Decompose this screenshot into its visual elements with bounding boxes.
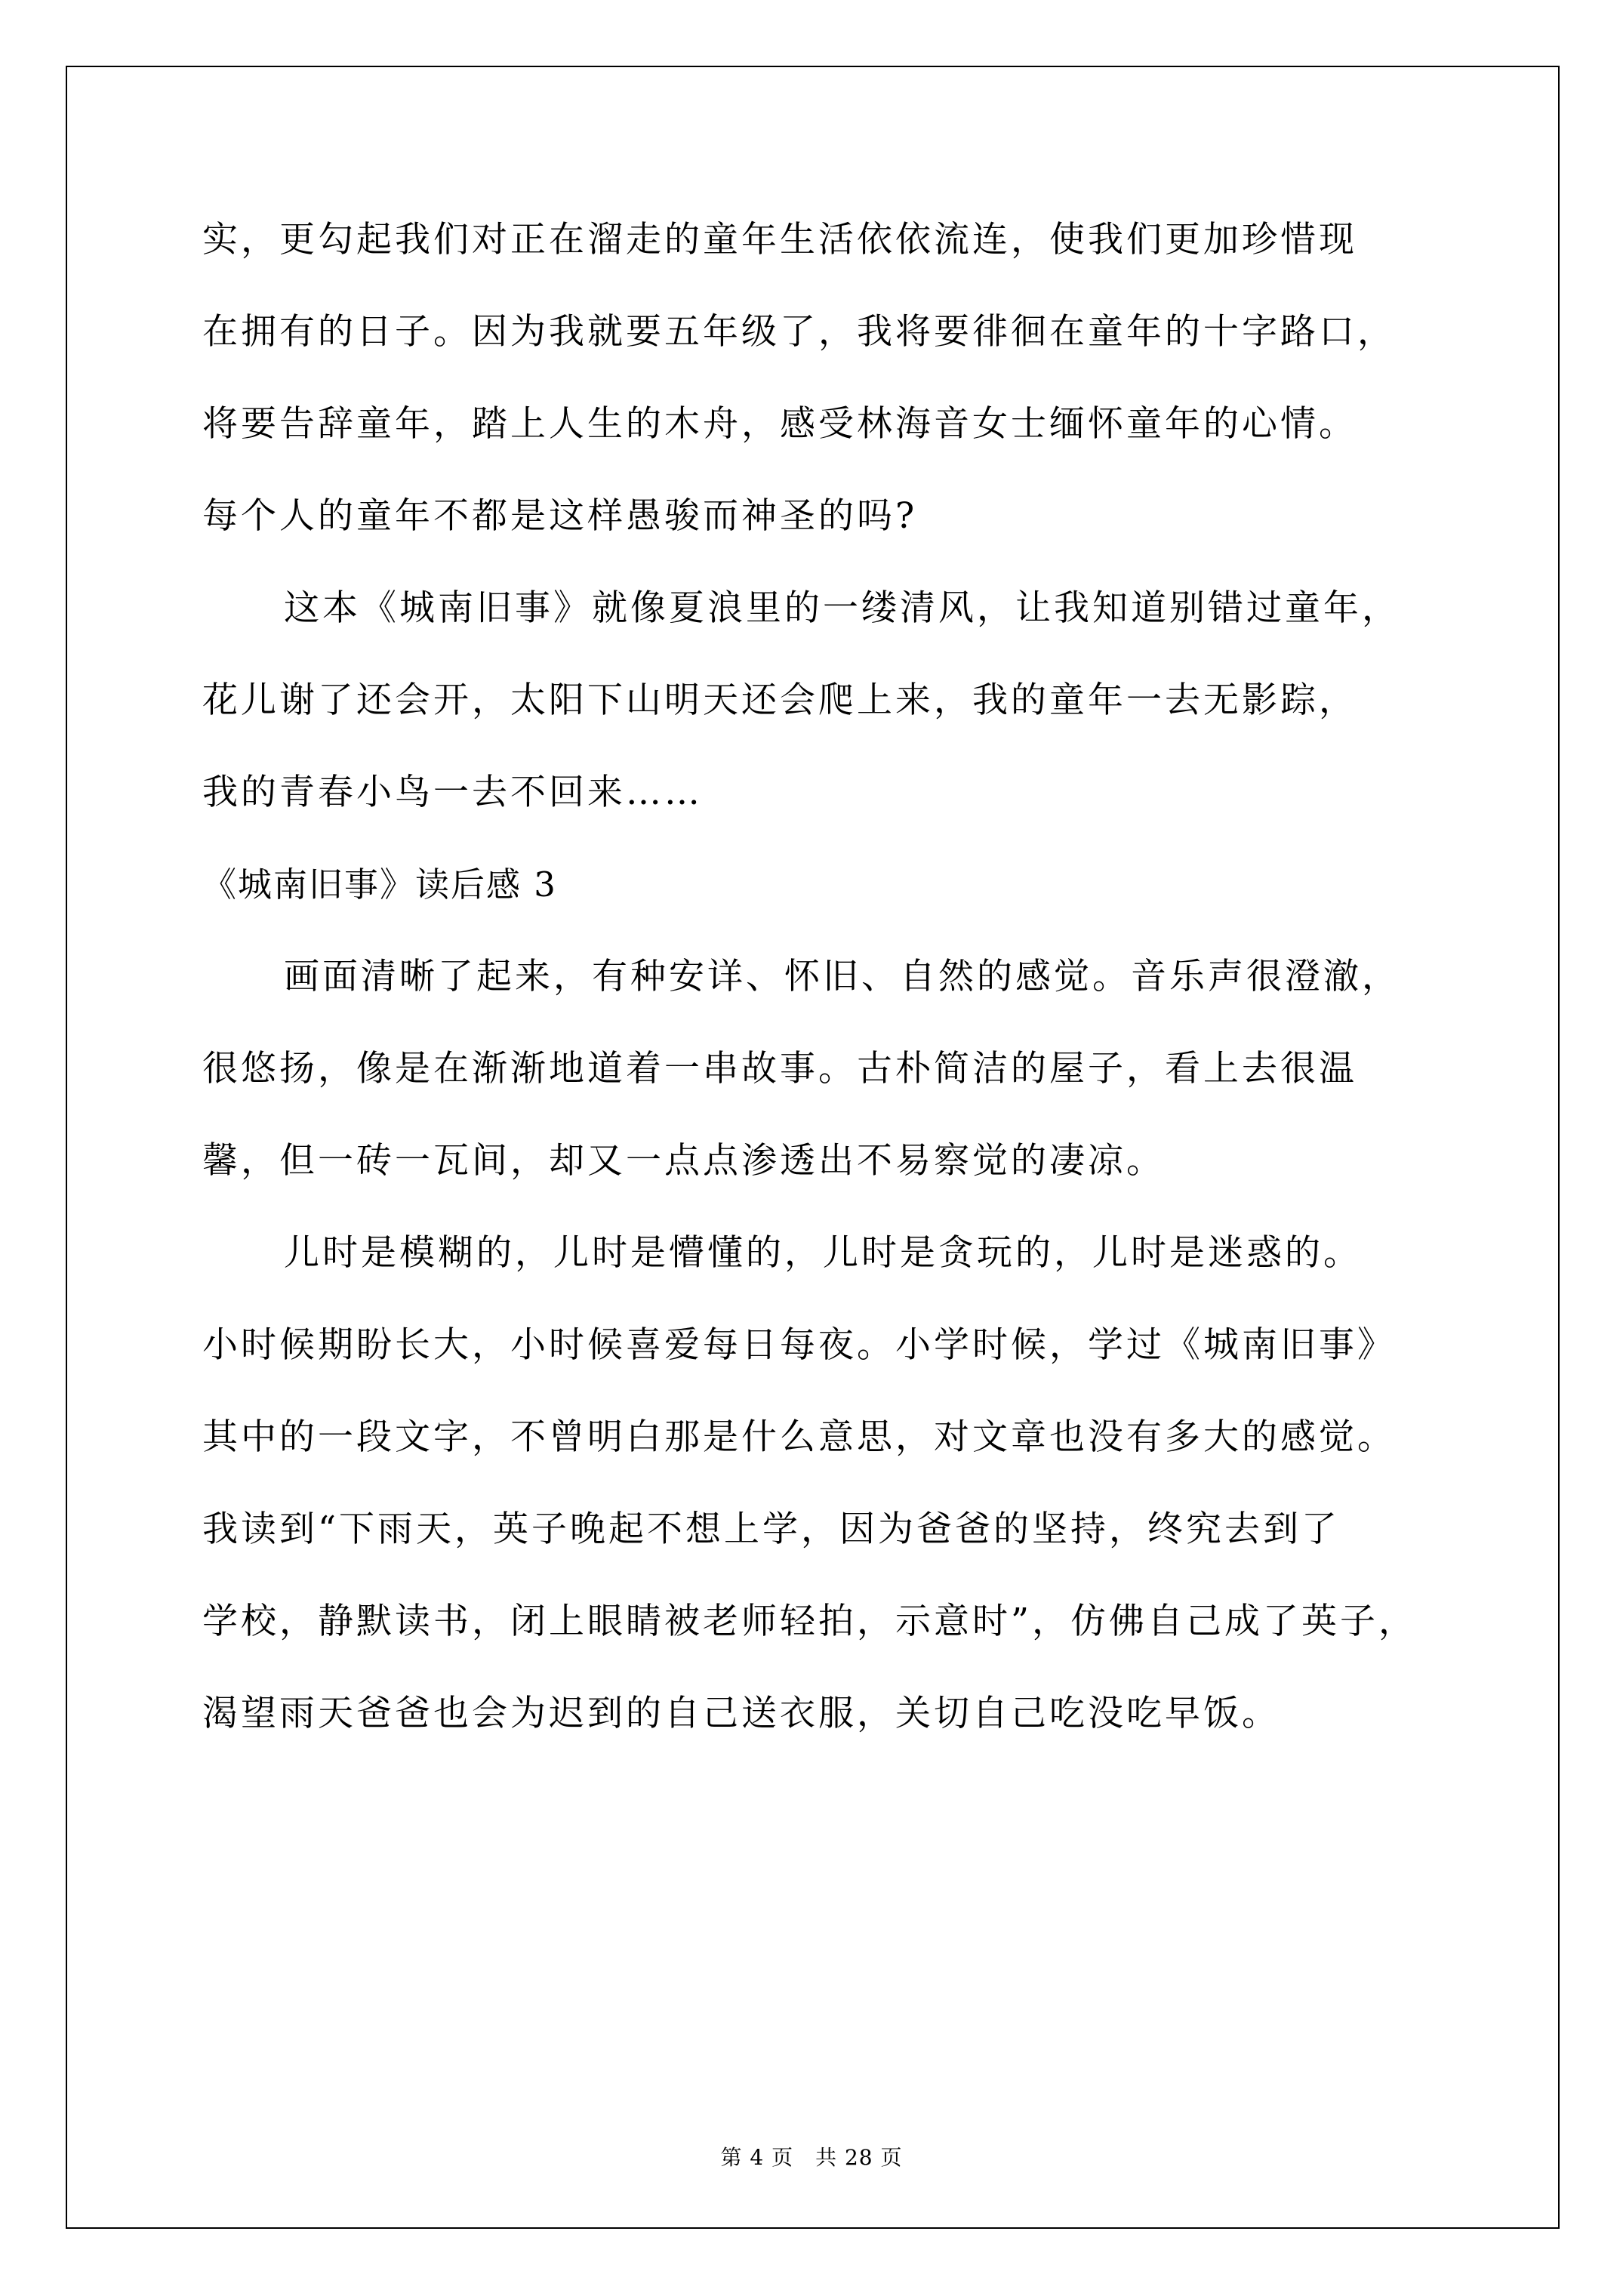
text-line: 每个人的童年不都是这样愚骏而神圣的吗? — [202, 495, 918, 537]
text-line: 将要告辞童年，踏上人生的木舟，感受林海音女士缅怀童年的心情。 — [202, 403, 1357, 445]
text-line: 花儿谢了还会开，太阳下山明天还会爬上来，我的童年一去无影踪， — [202, 680, 1357, 721]
text-line: 我读到“下雨天，英子晚起不想上学，因为爸爸的坚持，终究去到了 — [202, 1509, 1341, 1550]
text-line: 我的青春小鸟一去不回来…… — [202, 772, 703, 813]
text-line: 这本《城南旧事》就像夏浪里的一缕清风，让我知道别错过童年， — [284, 587, 1400, 629]
text-line: 很悠扬，像是在渐渐地道着一串故事。古朴简洁的屋子，看上去很温 — [202, 1048, 1357, 1089]
text-line: 渴望雨天爸爸也会为迟到的自己送衣服，关切自己吃没吃早饭。 — [202, 1693, 1280, 1734]
text-line: 馨，但一砖一瓦间，却又一点点渗透出不易察觉的凄凉。 — [202, 1140, 1165, 1182]
text-line: 小时候期盼长大，小时候喜爱每日每夜。小学时候，学过《城南旧事》 — [202, 1324, 1396, 1366]
text-line: 学校，静默读书，闭上眼睛被老师轻拍，示意时”，仿佛自己成了英子， — [202, 1601, 1418, 1642]
text-line: 其中的一段文字，不曾明白那是什么意思，对文章也没有多大的感觉。 — [202, 1416, 1396, 1458]
page-footer: 第 4 页 共 28 页 — [720, 2145, 903, 2170]
text-line: 在拥有的日子。因为我就要五年级了，我将要徘徊在童年的十字路口， — [202, 311, 1396, 353]
text-line: 儿时是模糊的，儿时是懵懂的，儿时是贪玩的，儿时是迷惑的。 — [284, 1232, 1362, 1274]
text-line: 画面清晰了起来，有种安详、怀旧、自然的感觉。音乐声很澄澈， — [284, 956, 1400, 997]
section-heading: 《城南旧事》读后感 3 — [202, 864, 557, 905]
text-line: 实，更勾起我们对正在溜走的童年生活依依流连，使我们更加珍惜现 — [202, 219, 1357, 260]
